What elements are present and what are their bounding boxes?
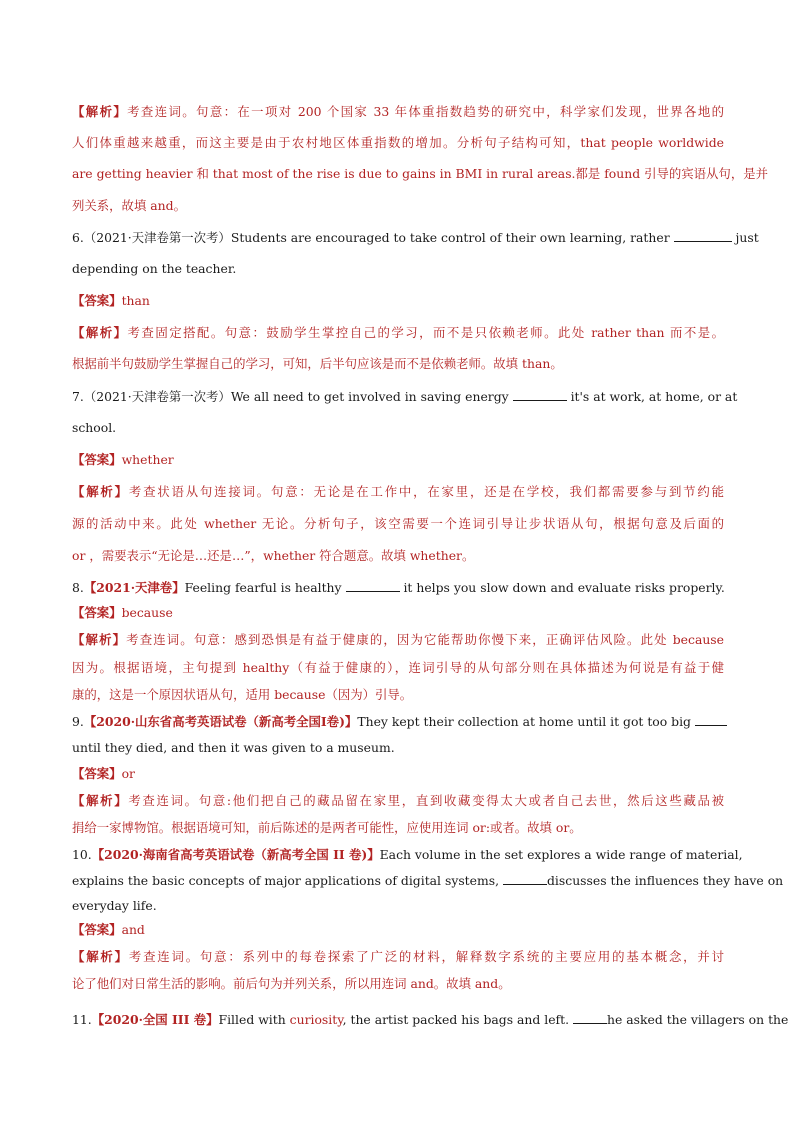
- answer-blank[interactable]: [513, 389, 567, 401]
- q10-analysis-line-2: 论了他们对日常生活的影响。前后句为并列关系，所以用连词 and。故填 and。: [72, 976, 511, 991]
- analysis-label: 【解析】: [72, 793, 129, 808]
- answer-value: or: [121, 766, 135, 781]
- q8-analysis-line-3: 康的，这是一个原因状语从句，适用 because（因为）引导。: [72, 687, 413, 702]
- q7-analysis-line-1: 【解析】考查状语从句连接词。句意：无论是在工作中，在家里，还是在学校，我们都需要参与到节约能: [72, 484, 725, 499]
- question-number: 7.: [72, 389, 84, 404]
- answer-blank[interactable]: [674, 230, 732, 242]
- q10-answer: [72, 922, 724, 938]
- q6-stem-line-2: depending on the teacher.: [72, 261, 237, 276]
- analysis-label: 【解析】: [72, 632, 127, 647]
- q6-stem-line-1: 6.（2021·天津卷第一次考）Students are encouraged to take control of their own learning, rather just: [72, 230, 759, 245]
- q6-analysis-line-2: 根据前半句鼓励学生掌握自己的学习，可知，后半句应该是而不是依赖老师。故填 than。: [72, 356, 563, 371]
- q7-analysis-line-2: 源的活动中来。此处 whether 无论。分析句子，该空需要一个连词引导让步状语从句，根据句意及后面的: [72, 516, 724, 531]
- q7-analysis-line-3: or ，需要表示“无论是…还是…”，whether 符合题意。故填 whether。: [72, 548, 475, 563]
- question-source: 【2021·天津卷】: [83, 580, 185, 595]
- q5-analysis-line-4: 列关系，故填 and。: [72, 198, 186, 213]
- answer-blank[interactable]: [573, 1012, 607, 1024]
- q5-analysis-line-1: 【解析】考查连词。句意：在一项对 200 个国家 33 年体重指数趋势的研究中，科学家们发现，世界各地的: [72, 104, 725, 119]
- question-source: 【2020·海南省高考英语试卷（新高考全国 II 卷)】: [91, 847, 380, 862]
- answer-value: because: [121, 605, 173, 620]
- q9-stem-line-2: until they died, and then it was given to a museum.: [72, 740, 395, 755]
- answer-label: 【答案】: [72, 766, 122, 781]
- q5-analysis-line-2: 人们体重越来越重，而这主要是由于农村地区体重指数的增加。分析句子结构可知，that people worldwide: [72, 135, 724, 150]
- q9-analysis-line-1: 【解析】考查连词。句意:他们把自己的藏品留在家里，直到收藏变得太大或者自己去世，然后这些藏品被: [72, 793, 724, 808]
- q5-analysis-line-3: are getting heavier 和 that most of the rise is due to gains in BMI in rural areas.都是 found 引导的宾语从句，是并: [72, 166, 768, 181]
- q7-stem-line-1: 7.（2021·天津卷第一次考）We all need to get involved in saving energy it's at work, at home, or at: [72, 389, 738, 404]
- answer-label: 【答案】: [72, 922, 122, 937]
- answer-value: whether: [121, 452, 174, 467]
- q9-answer: [72, 766, 724, 782]
- q6-analysis-line-1: 【解析】考查固定搭配。句意：鼓励学生掌控自己的学习，而不是只依赖老师。此处 rather than 而不是。: [72, 325, 724, 340]
- q8-answer: [72, 605, 724, 621]
- q6-answer: [72, 293, 724, 309]
- answer-label: 【答案】: [72, 293, 122, 308]
- answer-value: and: [121, 922, 145, 937]
- analysis-label: 【解析】: [72, 484, 129, 499]
- question-source: 【2020·山东省高考英语试卷（新高考全国Ⅰ卷)】: [83, 714, 358, 729]
- question-source: 【2020·全国 III 卷】: [91, 1012, 219, 1027]
- q8-analysis-line-2: 因为。根据语境，主句提到 healthy（有益于健康的），连词引导的从句部分则在具体描述为何说是有益于健: [72, 660, 724, 675]
- answer-blank[interactable]: [695, 714, 727, 726]
- q10-stem-line-1: 10.【2020·海南省高考英语试卷（新高考全国 II 卷)】Each volume in the set explores a wide range of material,: [72, 847, 743, 862]
- answer-value: than: [121, 293, 150, 308]
- q10-stem-line-3: everyday life.: [72, 898, 157, 913]
- q9-stem-line-1: 9.【2020·山东省高考英语试卷（新高考全国Ⅰ卷)】They kept their collection at home until it got too big: [72, 714, 724, 730]
- answer-blank[interactable]: [503, 873, 547, 885]
- q7-answer: [72, 452, 724, 468]
- question-number: 10.: [72, 847, 92, 862]
- question-number: 8.: [72, 580, 84, 595]
- question-number: 6.: [72, 230, 84, 245]
- q10-analysis-line-1: 【解析】考查连词。句意：系列中的每卷探索了广泛的材料，解释数字系统的主要应用的基本概念，并讨: [72, 949, 725, 964]
- q9-analysis-line-2: 捐给一家博物馆。根据语境可知，前后陈述的是两者可能性，应使用连词 or:或者。故填 or。: [72, 820, 582, 835]
- analysis-label: 【解析】: [72, 325, 128, 340]
- answer-label: 【答案】: [72, 452, 122, 467]
- question-source: （2021·天津卷第一次考）: [83, 230, 231, 245]
- question-number: 9.: [72, 714, 84, 729]
- q11-stem-line-1: 11.【2020·全国 III 卷】Filled with curiosity, the artist packed his bags and left. he asked the villagers on the: [72, 1012, 789, 1027]
- q7-stem-line-2: school.: [72, 420, 117, 435]
- answer-blank[interactable]: [346, 580, 400, 592]
- question-number: 11.: [72, 1012, 92, 1027]
- answer-label: 【答案】: [72, 605, 122, 620]
- analysis-label: 【解析】: [72, 104, 128, 119]
- analysis-label: 【解析】: [72, 949, 129, 964]
- q8-stem-line-1: 8.【2021·天津卷】Feeling fearful is healthy it helps you slow down and evaluate risks properly.: [72, 580, 725, 595]
- q10-stem-line-2: explains the basic concepts of major applications of digital systems, discusses the influences they have on: [72, 873, 784, 888]
- highlighted-word: curiosity: [289, 1012, 343, 1027]
- question-source: （2021·天津卷第一次考）: [83, 389, 231, 404]
- q8-analysis-line-1: 【解析】考查连词。句意：感到恐惧是有益于健康的，因为它能帮助你慢下来，正确评估风险。此处 because: [72, 632, 725, 647]
